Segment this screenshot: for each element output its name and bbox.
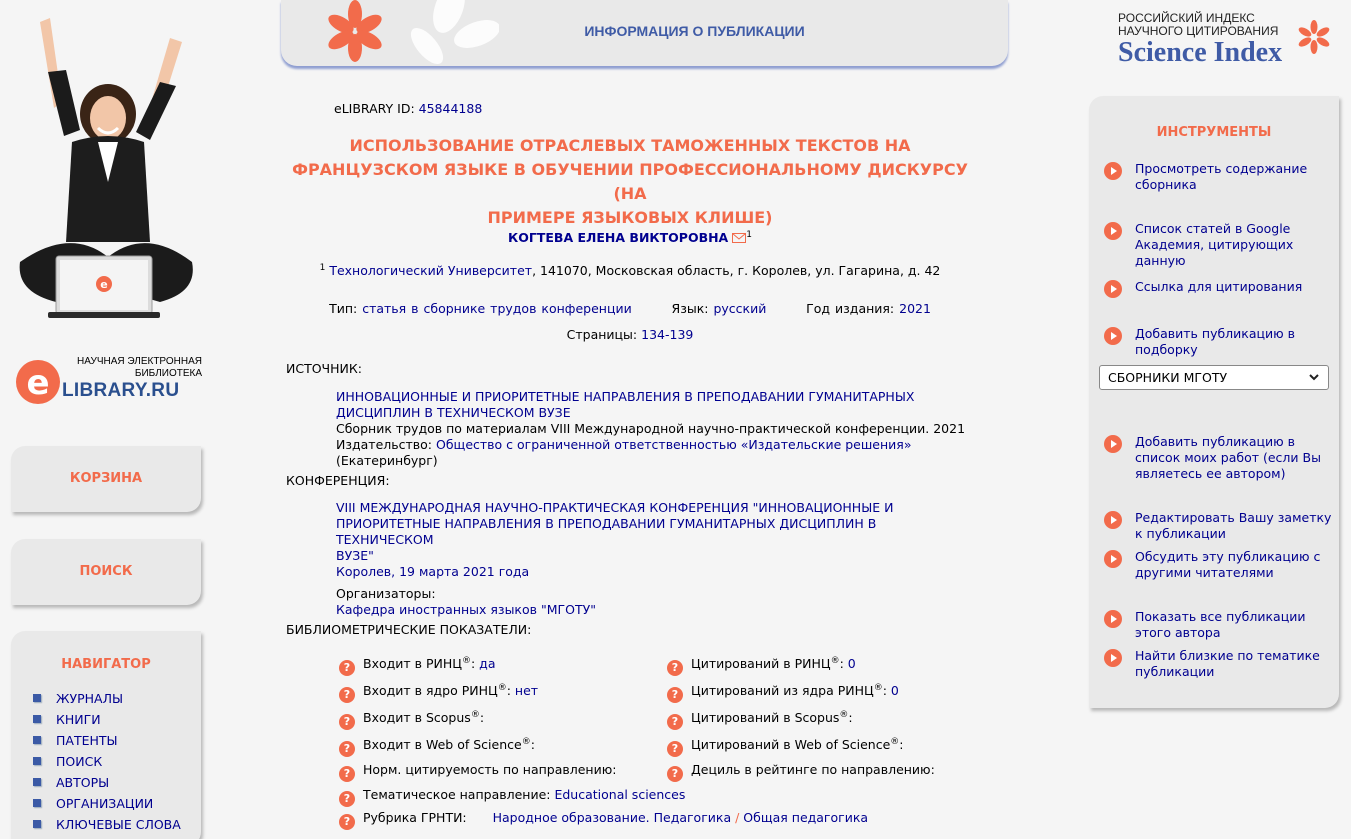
organizers-label: Организаторы: [336, 586, 436, 601]
publisher-label: Издательство: [336, 437, 433, 452]
author-row [285, 230, 975, 245]
play-circle-icon [1103, 648, 1123, 668]
question-icon[interactable]: ? [339, 660, 355, 676]
play-circle-icon [1103, 434, 1123, 454]
question-icon[interactable]: ? [667, 714, 683, 730]
metric-label: Входит в Web of Science [363, 737, 522, 753]
metric-label: Цитирований в Web of Science [691, 737, 891, 753]
nav-item-label[interactable]: КЛЮЧЕВЫЕ СЛОВА [56, 817, 181, 832]
science-index-logo[interactable] [1118, 12, 1338, 76]
metric-rinc-in: ? Входит в РИНЦ®: да [339, 656, 495, 676]
bibliometrics-label: БИБЛИОМЕТРИЧЕСКИЕ ПОКАЗАТЕЛИ: [286, 622, 532, 637]
square-bullet-icon [33, 799, 41, 807]
metric-cit-wos: ? Цитирований в Web of Science®: [667, 737, 904, 757]
cart-link[interactable]: КОРЗИНА [69, 471, 143, 486]
metric-topic [339, 787, 685, 807]
conference-title-line1: VIII МЕЖДУНАРОДНАЯ НАУЧНО-ПРАКТИЧЕСКАЯ КОНФЕРЕНЦИЯ "ИННОВАЦИОННЫЕ И [336, 500, 894, 515]
navigator-title: НАВИГАТОР [61, 657, 151, 672]
affiliation-sup: 1 [319, 263, 326, 273]
metric-value[interactable]: нет [514, 683, 539, 699]
affiliation-address: , 141070, Московская область, г. Королев, ул. Гагарина, д. 42 [532, 263, 941, 279]
nav-item-journals[interactable] [33, 690, 201, 711]
nav-item-keywords[interactable] [33, 816, 201, 837]
conference-place-date[interactable]: Королев, 19 марта 2021 года [336, 564, 530, 579]
square-bullet-icon [33, 715, 41, 723]
tools-title: ИНСТРУМЕНТЫ [1156, 125, 1272, 140]
metric-norm-citation [339, 762, 616, 782]
question-icon[interactable]: ? [339, 766, 355, 782]
organizer-link[interactable]: Кафедра иностранных языков "МГОТУ" [336, 602, 596, 617]
logo-caption [62, 356, 202, 380]
metric-cit-rinc: ? Цитирований в РИНЦ®: 0 [667, 656, 856, 676]
tool-label[interactable]: Редактировать Вашу заметку к публикации [1135, 510, 1332, 541]
registered-mark: ® [890, 737, 900, 747]
affiliation-row [285, 263, 975, 278]
play-circle-icon [1103, 609, 1123, 629]
publication-meta-row [285, 301, 975, 316]
metric-label: Цитирований в РИНЦ [691, 656, 831, 672]
cart-box[interactable] [11, 446, 201, 512]
navigator-list [33, 690, 201, 837]
tool-label[interactable]: Добавить публикацию в подборку [1135, 326, 1295, 357]
pages-value[interactable]: 134-139 [641, 327, 694, 342]
tool-label[interactable]: Список статей в Google Академия, цитирующих данную [1135, 221, 1294, 268]
nav-item-authors[interactable] [33, 774, 201, 795]
pages-label: Страницы: [566, 327, 638, 342]
elibrary-logo[interactable] [14, 352, 204, 412]
registered-mark: ® [497, 683, 507, 693]
publisher-row [336, 437, 976, 469]
metric-label: Входит в Scopus [363, 710, 471, 726]
source-subtitle: Сборник трудов по материалам VIII Международной научно-практической конференции. 2021 [336, 421, 966, 436]
registered-mark: ® [839, 710, 849, 720]
question-icon[interactable]: ? [667, 741, 683, 757]
elibrary-id-value[interactable]: 45844188 [418, 101, 483, 116]
collection-select-value: СБОРНИКИ МГОТУ [1108, 370, 1228, 385]
conference-label: КОНФЕРЕНЦИЯ: [286, 473, 390, 488]
logo-caption-line2: БИБЛИОТЕКА [134, 368, 202, 379]
search-box[interactable] [11, 539, 201, 605]
question-icon[interactable]: ? [339, 791, 355, 807]
metric-label: Цитирований в Scopus [691, 710, 840, 726]
nav-item-label[interactable]: ПОИСК [56, 754, 103, 769]
publisher-city: (Екатеринбург) [336, 453, 438, 468]
nav-item-label[interactable]: КНИГИ [56, 712, 101, 727]
nav-item-books[interactable] [33, 711, 201, 732]
metric-rubric [339, 810, 868, 830]
metric-rinc-core-in: ? Входит в ядро РИНЦ®: нет [339, 683, 538, 703]
conference-block [336, 500, 976, 618]
square-bullet-icon [33, 778, 41, 786]
tool-label[interactable]: Обсудить эту публикацию с другими читателями [1135, 549, 1321, 580]
metric-label: Тематическое направление: [363, 787, 551, 802]
nav-item-label[interactable]: ПАТЕНТЫ [56, 733, 118, 748]
publication-title-line2: ФРАНЦУЗСКОМ ЯЗЫКЕ В ОБУЧЕНИИ ПРОФЕССИОНАЛЬНОМУ ДИСКУРСУ (НА [292, 160, 968, 203]
publication-title-line3: ПРИМЕРЕ ЯЗЫКОВЫХ КЛИШЕ) [487, 208, 773, 227]
question-icon[interactable]: ? [339, 814, 355, 830]
logo-brand: LIBRARY.RU [62, 380, 180, 401]
metric-label: Цитирований из ядра РИНЦ [691, 683, 874, 699]
author-link[interactable]: КОГТЕВА ЕЛЕНА ВИКТОРОВНА [508, 230, 729, 246]
question-icon[interactable]: ? [667, 687, 683, 703]
tool-label[interactable]: Ссылка для цитирования [1135, 279, 1303, 294]
tool-label[interactable]: Показать все публикации этого автора [1135, 609, 1306, 640]
question-icon[interactable]: ? [667, 660, 683, 676]
year-value[interactable]: 2021 [899, 301, 931, 316]
square-bullet-icon [33, 694, 41, 702]
metric-value[interactable]: 0 [847, 656, 856, 672]
publisher-link[interactable]: Общество с ограниченной ответственностью «Издательские решения» [436, 437, 912, 452]
question-icon[interactable]: ? [339, 687, 355, 703]
svg-text:e: e [26, 363, 50, 403]
type-label: Тип: [329, 301, 358, 316]
metric-value[interactable]: да [479, 656, 496, 672]
email-icon[interactable] [732, 233, 746, 243]
rubric-value-2[interactable]: Общая педагогика [743, 810, 869, 825]
nav-item-label[interactable]: АВТОРЫ [56, 775, 110, 790]
chevron-down-icon [1308, 371, 1320, 383]
metric-label: Входит в ядро РИНЦ [363, 683, 498, 699]
metric-label: Рубрика ГРНТИ: [363, 810, 467, 825]
science-index-name: Science Index [1118, 37, 1283, 68]
source-title-link[interactable] [336, 389, 976, 421]
elibrary-logo-icon [14, 358, 64, 404]
collection-select[interactable] [1099, 365, 1329, 390]
question-icon[interactable]: ? [339, 714, 355, 730]
registered-mark: ® [830, 656, 840, 666]
nav-item-label[interactable]: ОРГАНИЗАЦИИ [56, 796, 154, 811]
play-circle-icon [1103, 326, 1123, 346]
registered-mark: ® [521, 737, 531, 747]
play-circle-icon [1103, 510, 1123, 530]
metric-label: Норм. цитируемость по направлению: [363, 762, 617, 777]
registered-mark: ® [873, 683, 883, 693]
publication-title [285, 134, 975, 230]
conference-title-link[interactable] [336, 500, 976, 564]
metric-wos-in: ? Входит в Web of Science®: [339, 737, 535, 757]
tools-panel [1089, 96, 1339, 708]
elibrary-id-row [334, 101, 482, 116]
square-bullet-icon [33, 820, 41, 828]
publication-title-line1: ИСПОЛЬЗОВАНИЕ ОТРАСЛЕВЫХ ТАМОЖЕННЫХ ТЕКСТОВ НА [349, 136, 911, 155]
square-bullet-icon [33, 757, 41, 765]
tool-label[interactable]: Добавить публикацию в список моих работ (если Вы являетесь ее автором) [1135, 434, 1321, 481]
source-block [336, 389, 976, 469]
square-bullet-icon [33, 736, 41, 744]
play-circle-icon [1103, 549, 1123, 569]
nav-item-search[interactable] [33, 753, 201, 774]
source-title-line1: ИННОВАЦИОННЫЕ И ПРИОРИТЕТНЫЕ НАПРАВЛЕНИЯ В ПРЕПОДАВАНИИ ГУМАНИТАРНЫХ [336, 389, 915, 404]
source-title-line2: ДИСЦИПЛИН В ТЕХНИЧЕСКОМ ВУЗЕ [336, 405, 571, 420]
year-label: Год издания: [806, 301, 895, 316]
metric-decile [667, 762, 935, 782]
science-index-line2: НАУЧНОГО ЦИТИРОВАНИЯ [1118, 24, 1279, 38]
nav-item-label[interactable]: ЖУРНАЛЫ [56, 691, 123, 706]
page-header-banner [281, 0, 1008, 66]
author-affiliation-sup: 1 [746, 230, 752, 240]
svg-text:e: e [100, 278, 108, 291]
conference-title-line2: ПРИОРИТЕТНЫЕ НАПРАВЛЕНИЯ В ПРЕПОДАВАНИИ ГУМАНИТАРНЫХ ДИСЦИПЛИН В ТЕХНИЧЕСКОМ [336, 516, 877, 547]
question-icon[interactable]: ? [667, 766, 683, 782]
nav-item-organizations[interactable] [33, 795, 201, 816]
page-title: ИНФОРМАЦИЯ О ПУБЛИКАЦИИ [584, 23, 805, 39]
navigator-box [11, 631, 201, 839]
search-link[interactable]: ПОИСК [79, 564, 133, 579]
lang-label: Язык: [671, 301, 709, 316]
registered-mark: ® [461, 656, 471, 666]
metric-value[interactable]: Educational sciences [554, 787, 686, 802]
source-label: ИСТОЧНИК: [286, 361, 362, 376]
play-circle-icon [1103, 279, 1123, 299]
affiliation-link[interactable]: Технологический Университет [329, 263, 533, 279]
metric-value[interactable]: 0 [890, 683, 899, 699]
rubric-separator: / [735, 810, 740, 825]
metric-label: Входит в РИНЦ [363, 656, 462, 672]
elibrary-id-label: eLIBRARY ID: [334, 101, 415, 116]
tool-label[interactable]: Найти близкие по тематике публикации [1135, 648, 1320, 679]
science-index-asterisk-icon [1298, 20, 1330, 54]
metric-scopus-in: ? Входит в Scopus®: [339, 710, 484, 730]
play-circle-icon [1103, 161, 1123, 181]
metric-label: Дециль в рейтинге по направлению: [691, 762, 935, 777]
type-value[interactable]: статья в сборнике трудов конференции [362, 301, 632, 316]
conference-title-line3: ВУЗЕ" [336, 548, 374, 563]
metric-cit-scopus: ? Цитирований в Scopus®: [667, 710, 853, 730]
registered-mark: ® [470, 710, 480, 720]
rubric-value-1[interactable]: Народное образование. Педагогика [492, 810, 732, 825]
question-icon[interactable]: ? [339, 741, 355, 757]
nav-item-patents[interactable] [33, 732, 201, 753]
lang-value[interactable]: русский [713, 301, 767, 316]
woman-laptop-illustration [10, 12, 200, 322]
play-circle-icon [1103, 221, 1123, 241]
science-index-line1: РОССИЙСКИЙ ИНДЕКС [1118, 11, 1255, 25]
tool-label[interactable]: Просмотреть содержание сборника [1135, 161, 1308, 192]
logo-caption-line1: НАУЧНАЯ ЭЛЕКТРОННАЯ [77, 356, 202, 367]
pages-row [285, 327, 975, 342]
metric-cit-core: ? Цитирований из ядра РИНЦ®: 0 [667, 683, 899, 703]
